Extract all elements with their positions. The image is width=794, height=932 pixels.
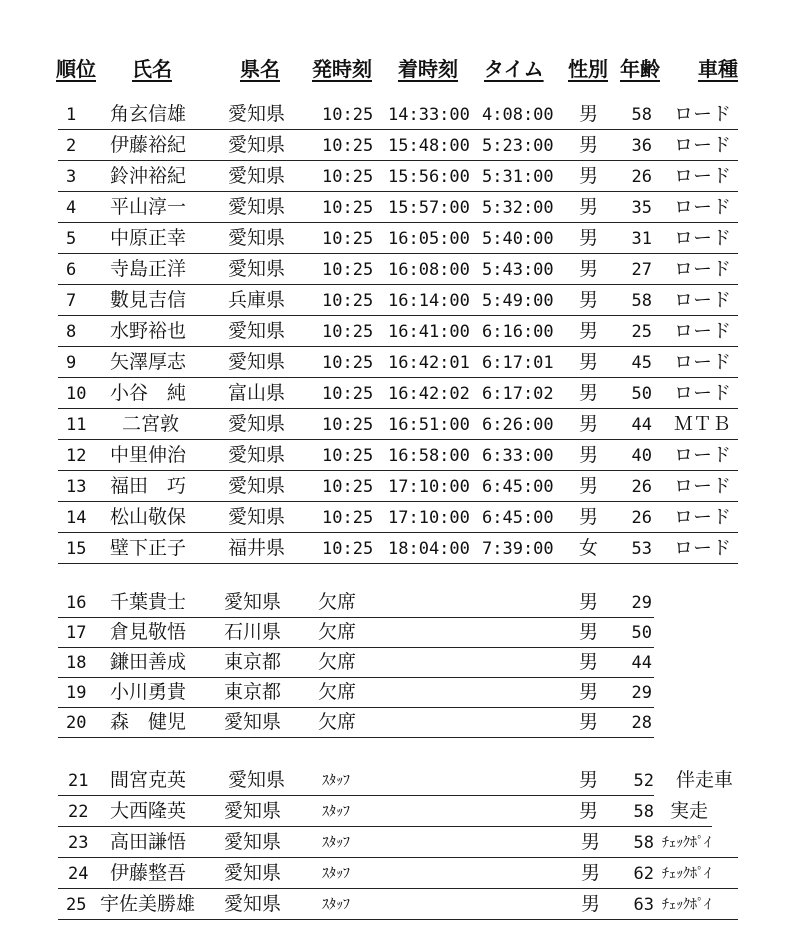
status-cell: ｽﾀｯﾌ [322,866,350,882]
pref-cell: 東京都 [224,681,282,703]
sex-cell: 男 [579,506,599,528]
status-cell: 欠席 [318,621,357,643]
age-cell: 58 [633,833,654,853]
role-cell: 実走 [670,800,709,822]
name-cell: 水野裕也 [110,320,187,342]
pref-cell: 愛知県 [228,413,286,435]
age-cell: 52 [633,771,654,791]
rank-cell: 7 [66,291,77,311]
rank-cell: 8 [66,322,77,342]
start-cell: 10:25 [322,260,374,280]
start-cell: 10:25 [322,477,374,497]
row-underline [58,888,738,889]
time-cell: 5:43:00 [482,260,554,280]
row-underline [58,737,654,738]
header-arrive: 着時刻 [398,57,458,81]
header-time: タイム [484,57,544,81]
age-cell: 58 [631,291,652,311]
row-underline [58,129,738,130]
sex-cell: 男 [579,444,599,466]
name-cell: 中原正幸 [110,227,187,249]
time-cell: 6:16:00 [482,322,554,342]
name-cell: 中里伸治 [110,444,187,466]
age-cell: 26 [631,508,652,528]
time-cell: 5:40:00 [482,229,554,249]
sex-cell: 男 [579,351,599,373]
role-cell: 伴走車 [676,769,734,791]
bike-cell: ロード [674,196,732,218]
age-cell: 27 [631,260,652,280]
row-underline [58,563,738,564]
sex-cell: 男 [579,134,599,156]
bike-cell: ロード [674,382,732,404]
status-cell: ｽﾀｯﾌ [322,835,350,851]
start-cell: 10:25 [322,446,374,466]
name-cell: 小川勇貴 [110,681,187,703]
pref-cell: 富山県 [228,382,286,404]
name-cell: 壁下正子 [110,537,187,559]
sex-cell: 男 [579,413,599,435]
pref-cell: 福井県 [228,537,286,559]
sex-cell: 男 [581,831,601,853]
role-cell: ﾁｪｯｸﾎﾟｲ [662,866,711,882]
time-cell: 5:31:00 [482,167,554,187]
sex-cell: 男 [579,681,599,703]
start-cell: 10:25 [322,105,374,125]
arrive-cell: 16:58:00 [388,446,470,466]
rank-cell: 6 [66,260,77,280]
header-sex: 性別 [568,57,608,81]
bike-cell: ロード [674,258,732,280]
start-cell: 10:25 [322,229,374,249]
rank-cell: 5 [66,229,77,249]
row-underline [58,532,738,533]
sex-cell: 男 [579,227,599,249]
age-cell: 44 [631,653,652,673]
age-cell: 26 [631,167,652,187]
pref-cell: 愛知県 [228,103,286,125]
start-cell: 10:25 [322,353,374,373]
sex-cell: 男 [579,475,599,497]
rank-cell: 19 [66,683,87,703]
age-cell: 29 [631,683,652,703]
pref-cell: 愛知県 [228,196,286,218]
arrive-cell: 16:08:00 [388,260,470,280]
header-bike: 車種 [698,57,738,81]
pref-cell: 兵庫県 [228,289,286,311]
age-cell: 62 [633,864,654,884]
sex-cell: 男 [579,382,599,404]
header-start: 発時刻 [312,57,372,81]
sex-cell: 男 [579,165,599,187]
name-cell: 鎌田善成 [110,651,187,673]
pref-cell: 愛知県 [224,831,282,853]
row-underline [58,346,738,347]
arrive-cell: 18:04:00 [388,539,470,559]
sex-cell: 男 [581,862,601,884]
rank-cell: 2 [66,136,77,156]
name-cell: 千葉貴士 [110,591,187,613]
age-cell: 36 [631,136,652,156]
sex-cell: 男 [579,591,599,613]
age-cell: 28 [631,713,652,733]
pref-cell: 東京都 [224,651,282,673]
pref-cell: 愛知県 [228,134,286,156]
row-underline [58,707,654,708]
row-underline [58,501,738,502]
age-cell: 53 [631,539,652,559]
row-underline [58,677,654,678]
rank-cell: 25 [66,895,87,915]
header-name: 氏名 [132,57,172,81]
name-cell: 松山敬保 [110,506,187,528]
age-cell: 44 [631,415,652,435]
age-cell: 58 [633,802,654,822]
pref-cell: 愛知県 [224,711,282,733]
start-cell: 10:25 [322,508,374,528]
pref-cell: 愛知県 [228,769,286,791]
arrive-cell: 17:10:00 [388,508,470,528]
rank-cell: 9 [66,353,77,373]
rank-cell: 14 [66,508,87,528]
start-cell: 10:25 [322,291,374,311]
row-underline [58,191,738,192]
age-cell: 26 [631,477,652,497]
status-cell: ｽﾀｯﾌ [322,897,350,913]
sex-cell: 男 [581,893,601,915]
age-cell: 31 [631,229,652,249]
start-cell: 10:25 [322,384,374,404]
bike-cell: ロード [674,506,732,528]
arrive-cell: 16:14:00 [388,291,470,311]
header-age: 年齢 [620,57,660,81]
start-cell: 10:25 [322,167,374,187]
row-underline [58,617,654,618]
arrive-cell: 16:42:02 [388,384,470,404]
sex-cell: 男 [579,711,599,733]
row-underline [58,826,712,827]
row-underline [58,315,738,316]
age-cell: 25 [631,322,652,342]
time-cell: 5:32:00 [482,198,554,218]
rank-cell: 10 [66,384,87,404]
name-cell: 數見吉信 [110,289,187,311]
sex-cell: 男 [579,769,599,791]
name-cell: 大西隆英 [110,800,187,822]
time-cell: 5:49:00 [482,291,554,311]
arrive-cell: 15:48:00 [388,136,470,156]
sex-cell: 男 [579,651,599,673]
status-cell: 欠席 [318,711,357,733]
bike-cell: ロード [674,320,732,342]
bike-cell: ロード [674,351,732,373]
sex-cell: 男 [579,320,599,342]
arrive-cell: 15:57:00 [388,198,470,218]
pref-cell: 愛知県 [228,258,286,280]
sex-cell: 男 [579,258,599,280]
pref-cell: 愛知県 [228,444,286,466]
start-cell: 10:25 [322,322,374,342]
pref-cell: 愛知県 [224,862,282,884]
age-cell: 58 [631,105,652,125]
role-cell: ﾁｪｯｸﾎﾟｲ [662,897,711,913]
status-cell: ｽﾀｯﾌ [322,773,350,789]
time-cell: 6:26:00 [482,415,554,435]
name-cell: 伊藤裕紀 [110,134,187,156]
row-underline [58,470,738,471]
rank-cell: 20 [66,713,87,733]
name-cell: 伊藤整吾 [110,862,187,884]
rank-cell: 17 [66,623,87,643]
status-cell: 欠席 [318,681,357,703]
sex-cell: 男 [579,621,599,643]
age-cell: 40 [631,446,652,466]
rank-cell: 12 [66,446,87,466]
start-cell: 10:25 [322,539,374,559]
rank-cell: 21 [68,771,89,791]
bike-cell: ロード [674,103,732,125]
bike-cell: ロード [674,289,732,311]
row-underline [58,253,738,254]
header-rank: 順位 [56,57,96,81]
arrive-cell: 16:51:00 [388,415,470,435]
start-cell: 10:25 [322,198,374,218]
rank-cell: 18 [66,653,87,673]
pref-cell: 石川県 [224,621,282,643]
bike-cell: ロード [674,134,732,156]
row-underline [58,919,738,920]
start-cell: 10:25 [322,136,374,156]
age-cell: 50 [631,384,652,404]
header-pref: 県名 [240,57,280,81]
row-underline [58,408,738,409]
time-cell: 4:08:00 [482,105,554,125]
age-cell: 29 [631,593,652,613]
name-cell: 角玄信雄 [110,103,187,125]
age-cell: 50 [631,623,652,643]
pref-cell: 愛知県 [228,165,286,187]
arrive-cell: 16:05:00 [388,229,470,249]
row-underline [58,160,738,161]
name-cell: 倉見敬悟 [110,621,187,643]
rank-cell: 23 [68,833,89,853]
sex-cell: 男 [579,103,599,125]
rank-cell: 15 [66,539,87,559]
name-cell: 福田 巧 [110,475,187,497]
age-cell: 45 [631,353,652,373]
name-cell: 二宮敦 [122,413,180,435]
rank-cell: 13 [66,477,87,497]
row-underline [58,439,738,440]
time-cell: 7:39:00 [482,539,554,559]
pref-cell: 愛知県 [228,351,286,373]
rank-cell: 4 [66,198,77,218]
rank-cell: 11 [66,415,87,435]
pref-cell: 愛知県 [228,227,286,249]
time-cell: 6:17:02 [482,384,554,404]
arrive-cell: 14:33:00 [388,105,470,125]
rank-cell: 22 [68,802,89,822]
sex-cell: 男 [579,196,599,218]
name-cell: 高田謙悟 [110,831,187,853]
role-cell: ﾁｪｯｸﾎﾟｲ [662,835,711,851]
rank-cell: 24 [68,864,89,884]
pref-cell: 愛知県 [228,320,286,342]
name-cell: 平山淳一 [110,196,187,218]
age-cell: 63 [633,895,654,915]
pref-cell: 愛知県 [224,800,282,822]
row-underline [58,377,738,378]
pref-cell: 愛知県 [224,893,282,915]
sex-cell: 男 [579,289,599,311]
rank-cell: 16 [66,593,87,613]
arrive-cell: 16:41:00 [388,322,470,342]
row-underline [58,222,738,223]
sex-cell: 男 [579,800,599,822]
start-cell: 10:25 [322,415,374,435]
status-cell: 欠席 [318,651,357,673]
row-underline [58,857,738,858]
row-underline [58,647,654,648]
name-cell: 小谷 純 [110,382,187,404]
bike-cell: ロード [674,165,732,187]
name-cell: 森 健児 [110,711,187,733]
bike-cell: ＭＴＢ [674,413,732,435]
row-underline [58,284,738,285]
age-cell: 35 [631,198,652,218]
pref-cell: 愛知県 [228,506,286,528]
sex-cell: 女 [579,537,599,559]
bike-cell: ロード [674,537,732,559]
arrive-cell: 17:10:00 [388,477,470,497]
bike-cell: ロード [674,444,732,466]
row-underline [58,795,654,796]
rank-cell: 3 [66,167,77,187]
name-cell: 宇佐美勝雄 [100,893,196,915]
name-cell: 寺島正洋 [110,258,187,280]
arrive-cell: 16:42:01 [388,353,470,373]
bike-cell: ロード [674,475,732,497]
rank-cell: 1 [66,105,77,125]
pref-cell: 愛知県 [228,475,286,497]
name-cell: 間宮克英 [110,769,187,791]
name-cell: 鈴沖裕紀 [110,165,187,187]
status-cell: ｽﾀｯﾌ [322,804,350,820]
status-cell: 欠席 [318,591,357,613]
time-cell: 6:17:01 [482,353,554,373]
name-cell: 矢澤厚志 [110,351,187,373]
pref-cell: 愛知県 [224,591,282,613]
time-cell: 6:45:00 [482,508,554,528]
arrive-cell: 15:56:00 [388,167,470,187]
time-cell: 5:23:00 [482,136,554,156]
bike-cell: ロード [674,227,732,249]
time-cell: 6:45:00 [482,477,554,497]
time-cell: 6:33:00 [482,446,554,466]
